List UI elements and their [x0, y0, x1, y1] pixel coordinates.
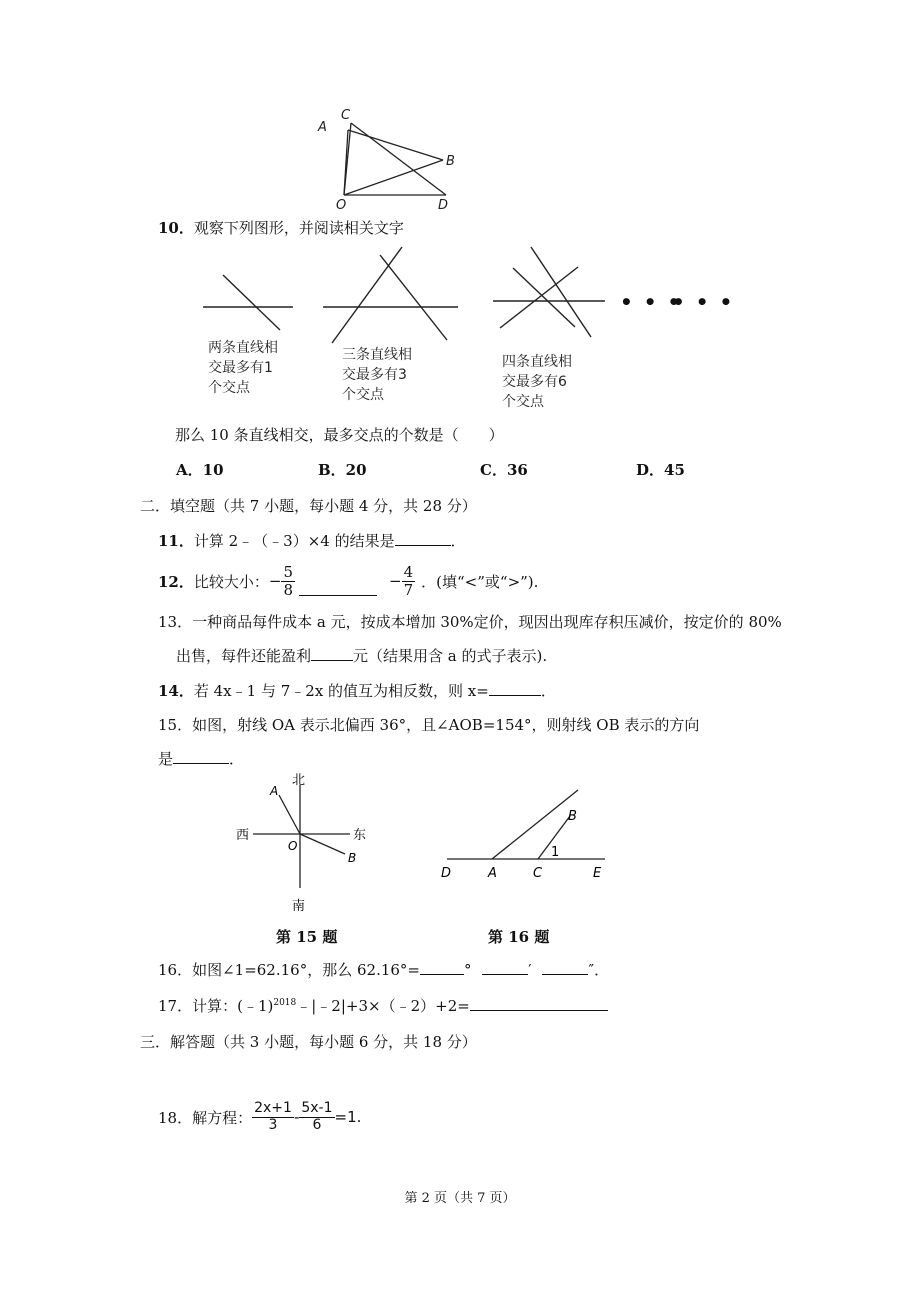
label-d: D	[441, 866, 452, 881]
label-d: D	[438, 198, 449, 213]
q12-fraction-1	[281, 564, 295, 598]
q10-text: 观察下列图形，并阅读相关文字	[193, 219, 404, 237]
question-14	[158, 680, 556, 701]
q16-minutes-blank[interactable]	[482, 960, 528, 975]
q10-option-d: D．45	[636, 461, 685, 479]
q11-end: ．	[450, 532, 466, 550]
q16-text: 16．如图∠1=62.16°，那么 62.16°=	[158, 961, 420, 979]
label-c: C	[533, 866, 543, 881]
q15-end: ．	[229, 750, 245, 768]
q17-exponent: 2018	[273, 998, 297, 1008]
q17-answer-blank[interactable]	[470, 996, 608, 1011]
figure-16	[435, 780, 615, 885]
q10-question: 那么 10 条直线相交，最多交点的个数是（ ）	[175, 426, 504, 444]
label-b: B	[446, 154, 455, 169]
q17-text-b: ﹣|﹣2|+3×（﹣2）+2=	[296, 997, 470, 1015]
q11-number: 11．	[158, 532, 194, 550]
ellipsis-dots-1: • • •	[620, 290, 683, 314]
question-17	[158, 995, 608, 1016]
fig10-caption-1	[208, 338, 278, 398]
label-e: E	[593, 866, 602, 881]
q17-text-a: 17．计算：(﹣1)	[158, 997, 274, 1015]
question-16	[158, 959, 609, 980]
page-footer: 第 2 页（共 7 页）	[404, 1191, 516, 1206]
q12-number: 12．	[158, 572, 194, 591]
q12-minus-2: −	[389, 572, 402, 590]
q16-seconds-blank[interactable]	[542, 960, 588, 975]
q12-tail: ．(填“<”或“>”).	[421, 572, 539, 591]
caption-2-line-3: 个交点	[342, 387, 384, 403]
q10-option-a: A．10	[176, 461, 224, 479]
caption-3-line-3: 个交点	[502, 394, 544, 410]
fig10-caption-2	[342, 345, 412, 405]
q13-text-b: 元（结果用含 a 的式子表示).	[353, 647, 548, 665]
q15-line-2	[158, 748, 244, 769]
q11-answer-blank[interactable]	[395, 531, 451, 546]
ray-oa	[279, 795, 300, 834]
q13-line-1: 13．一种商品每件成本 a 元，按成本增加 30%定价，现因出现库存积压减价，按定价的 80%	[158, 613, 782, 631]
q12-answer-blank[interactable]	[299, 581, 377, 596]
figure-16-caption: 第 16 题	[488, 928, 550, 946]
q18-f1-den: 3	[268, 1116, 278, 1133]
q12-f2-den: 7	[403, 580, 414, 599]
caption-2-line-2: 交最多有3	[342, 367, 407, 383]
q16-min-symbol: ′	[528, 961, 532, 979]
q14-text: 若 4x﹣1 与 7﹣2x 的值互为相反数，则 x=	[193, 682, 489, 700]
q18-text: 18．解方程：	[158, 1108, 253, 1127]
section-3-heading: 三．解答题（共 3 小题，每小题 6 分，共 18 分）	[140, 1033, 477, 1051]
fig10a-diagonal	[223, 275, 280, 330]
question-18	[158, 1092, 361, 1142]
q16-degrees-blank[interactable]	[420, 960, 464, 975]
q12-f2-num: 4	[403, 563, 414, 581]
label-c: C	[341, 108, 351, 123]
caption-3-line-1: 四条直线相	[502, 354, 572, 370]
q18-fraction-1	[252, 1101, 294, 1133]
q12-fraction-2	[402, 564, 416, 598]
q12-text: 比较大小：	[193, 572, 269, 591]
q18-rhs: =1.	[334, 1108, 362, 1126]
label-a: A	[488, 866, 497, 881]
figure-9	[308, 105, 468, 215]
question-10	[158, 217, 404, 238]
q10-number: 10．	[158, 219, 194, 237]
ray-ab	[492, 790, 578, 859]
question-11	[158, 530, 466, 551]
caption-3-line-2: 交最多有6	[502, 374, 567, 390]
q15-text: 是	[158, 750, 174, 768]
q18-f2-num: 5x-1	[301, 1100, 333, 1117]
fig10b-line-2	[380, 255, 447, 340]
label-o: O	[288, 839, 298, 853]
label-a: A	[270, 784, 279, 798]
caption-1-line-1: 两条直线相	[208, 340, 278, 356]
q14-number: 14．	[158, 682, 194, 700]
caption-2-line-1: 三条直线相	[342, 347, 412, 363]
label-a: A	[318, 120, 327, 135]
seg-o-b	[344, 160, 443, 195]
q11-text: 计算 2﹣（﹣3）×4 的结果是	[193, 532, 395, 550]
q10-option-b: B．20	[318, 461, 367, 479]
q12-f1-num: 5	[283, 563, 294, 581]
q13-line-2	[176, 645, 547, 666]
label-b: B	[348, 851, 357, 865]
label-west: 西	[236, 828, 250, 843]
q18-minus: -	[293, 1108, 300, 1126]
fig10-caption-3	[502, 352, 572, 412]
q16-deg-symbol: °	[464, 961, 472, 979]
q10-option-c: C．36	[480, 461, 528, 479]
q13-text-a: 出售，每件还能盈利	[176, 647, 312, 665]
label-angle-1: 1	[551, 845, 560, 860]
label-north: 北	[292, 773, 306, 788]
ray-ob	[300, 834, 345, 854]
caption-1-line-3: 个交点	[208, 380, 250, 396]
section-2-heading: 二．填空题（共 7 小题，每小题 4 分，共 28 分）	[140, 497, 477, 515]
q14-answer-blank[interactable]	[489, 681, 541, 696]
q18-f2-den: 6	[312, 1116, 322, 1133]
label-o: O	[336, 198, 347, 213]
q15-line-1: 15．如图，射线 OA 表示北偏西 36°，且∠AOB=154°，则射线 OB 表示的方向	[158, 716, 700, 734]
q16-sec-symbol: ″．	[588, 961, 610, 979]
q15-answer-blank[interactable]	[173, 749, 229, 764]
q13-answer-blank[interactable]	[311, 646, 353, 661]
figure-15-caption: 第 15 题	[276, 928, 338, 946]
ellipsis-dots-2: • • •	[672, 290, 735, 314]
label-b: B	[568, 809, 577, 824]
fig10c-line-3	[531, 247, 591, 337]
q12-f1-den: 8	[283, 580, 294, 599]
label-east: 东	[353, 828, 367, 843]
q18-fraction-2	[299, 1101, 334, 1133]
seg-c-d	[351, 123, 446, 195]
question-12	[158, 556, 538, 606]
label-south: 南	[292, 899, 306, 914]
seg-a-b	[348, 130, 443, 160]
q18-f1-num: 2x+1	[254, 1100, 292, 1117]
caption-1-line-2: 交最多有1	[208, 360, 273, 376]
q14-end: ．	[540, 682, 556, 700]
q12-minus-1: −	[268, 572, 282, 590]
fig10b-line-1	[332, 247, 402, 343]
figure-15	[228, 770, 388, 915]
